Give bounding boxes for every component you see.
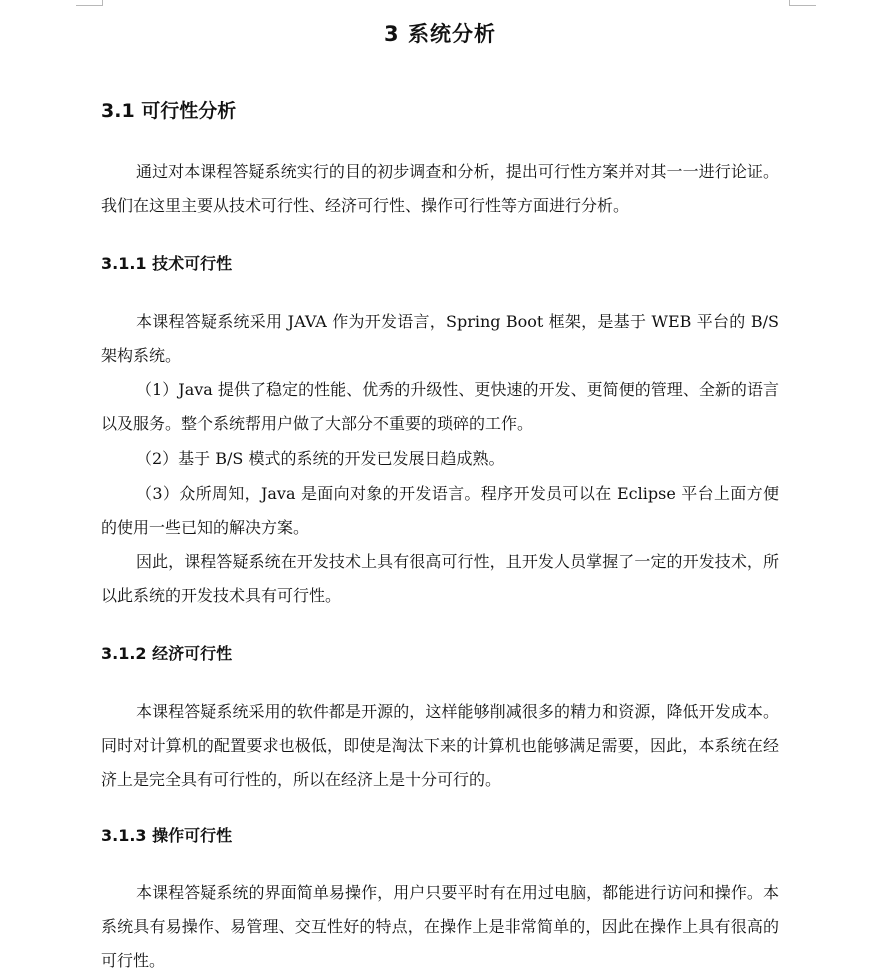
economic-paragraph: 本课程答疑系统采用的软件都是开源的，这样能够削减很多的精力和资源，降低开发成本。同时对计算机的配置要求也极低，即使是淘汰下来的计算机也能够满足需要，因此，本系统在经济上是完全具有可行性的，所以在经济上是十分可行的。 — [101, 702, 779, 789]
section-title: 3.1 可行性分析 — [101, 100, 237, 122]
intro-paragraph: 通过对本课程答疑系统实行的目的初步调查和分析，提出可行性方案并对其一一进行论证。我们在这里主要从技术可行性、经济可行性、操作可行性等方面进行分析。 — [101, 162, 779, 215]
page-corner-mark-right — [789, 0, 816, 6]
tech-paragraph: 本课程答疑系统采用 JAVA 作为开发语言，Spring Boot 框架，是基于 WEB 平台的 B/S 架构系统。 — [101, 312, 779, 365]
subsection-heading-operation: 3.1.3 操作可行性 — [101, 826, 233, 845]
page-corner-mark-left — [76, 0, 103, 6]
tech-point-3: （3）众所周知，Java 是面向对象的开发语言。程序开发员可以在 Eclipse 平台上面方便的使用一些已知的解决方案。 — [101, 484, 779, 537]
tech-conclusion: 因此，课程答疑系统在开发技术上具有很高可行性，且开发人员掌握了一定的开发技术，所以此系统的开发技术具有可行性。 — [101, 552, 779, 605]
tech-point-2: （2）基于 B/S 模式的系统的开发已发展日趋成熟。 — [136, 449, 505, 468]
operation-paragraph: 本课程答疑系统的界面简单易操作，用户只要平时有在用过电脑，都能进行访问和操作。本系统具有易操作、易管理、交互性好的特点，在操作上是非常简单的，因此在操作上具有很高的可行性。 — [101, 883, 779, 970]
chapter-title: 3 系统分析 — [384, 22, 496, 46]
subsection-heading-economic: 3.1.2 经济可行性 — [101, 644, 233, 663]
subsection-heading-tech: 3.1.1 技术可行性 — [101, 254, 233, 273]
tech-point-1: （1）Java 提供了稳定的性能、优秀的升级性、更快速的开发、更简便的管理、全新的语言以及服务。整个系统帮用户做了大部分不重要的琐碎的工作。 — [101, 380, 779, 433]
